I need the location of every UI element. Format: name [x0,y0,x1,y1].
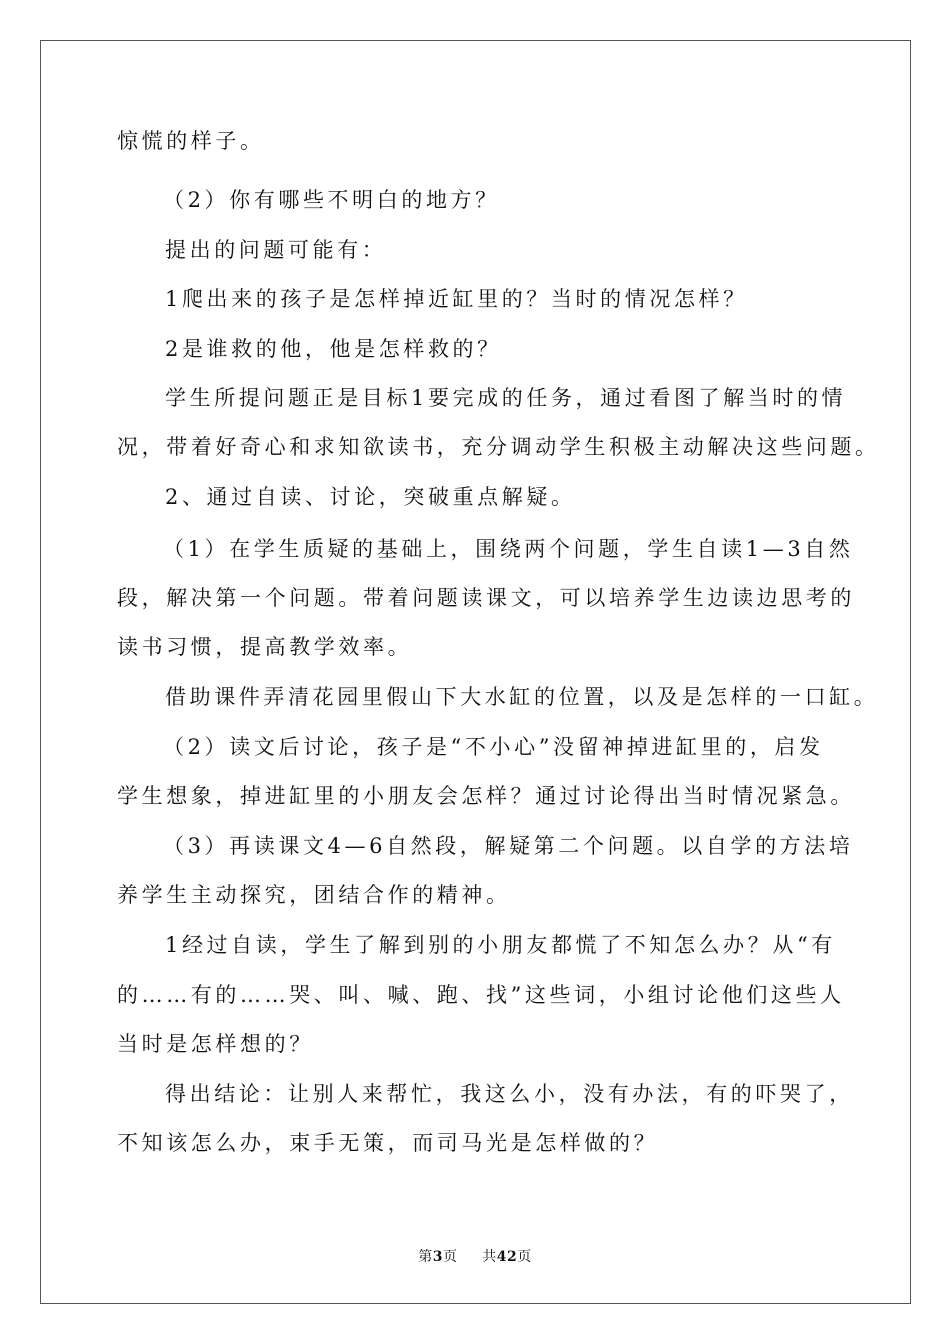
page-border [40,40,911,1304]
text-line: 1经过自读，学生了解到别的小朋友都慌了不知怎么办？从“有 [165,933,836,957]
text-line: 当时是怎样想的？ [117,1032,314,1056]
text-line: 借助课件弄清花园里假山下大水缸的位置，以及是怎样的一口缸。 [165,685,879,709]
text-line: 养学生主动探究，团结合作的精神。 [117,883,511,907]
text-line: （2）读文后讨论，孩子是“不小心”没留神掉进缸里的，启发 [163,735,824,759]
text-line: 读书习惯，提高教学效率。 [117,635,413,659]
page-number: 3 [432,1249,443,1265]
total-pages: 42 [496,1249,518,1265]
page-footer [0,1246,950,1266]
text-line: 的……有的……哭、叫、喊、跑、找”这些词，小组讨论他们这些人 [117,983,845,1007]
text-line: 学生所提问题正是目标1要完成的任务，通过看图了解当时的情 [165,386,847,410]
text-line: 段，解决第一个问题。带着问题读课文，可以培养学生边读边思考的 [117,586,855,610]
text-line: 惊慌的样子。 [117,129,265,153]
text-line: 得出结论：让别人来帮忙，我这么小，没有办法，有的吓哭了， [165,1082,854,1106]
text-line: 2、通过自读、讨论，突破重点解疑。 [165,485,576,509]
page-suffix: 页 [443,1249,458,1265]
text-line: （2）你有哪些不明白的地方？ [163,188,500,212]
text-line: 况，带着好奇心和求知欲读书，充分调动学生积极主动解决这些问题。 [117,435,880,459]
total-suffix: 页 [517,1249,532,1265]
text-line: 1爬出来的孩子是怎样掉近缸里的？当时的情况怎样？ [165,287,748,311]
text-line: （3）再读课文4—6自然段，解疑第二个问题。以自学的方法培 [163,834,854,858]
text-line: 学生想象，掉进缸里的小朋友会怎样？通过讨论得出当时情况紧急。 [117,784,855,808]
total-prefix: 共 [482,1249,497,1265]
page-prefix: 第 [418,1249,433,1265]
text-line: 2是谁救的他，他是怎样救的？ [165,337,502,361]
text-line: 提出的问题可能有： [165,238,387,262]
text-line: 不知该怎么办，束手无策，而司马光是怎样做的？ [117,1131,659,1155]
text-line: （1）在学生质疑的基础上，围绕两个问题，学生自读1—3自然 [163,537,854,561]
